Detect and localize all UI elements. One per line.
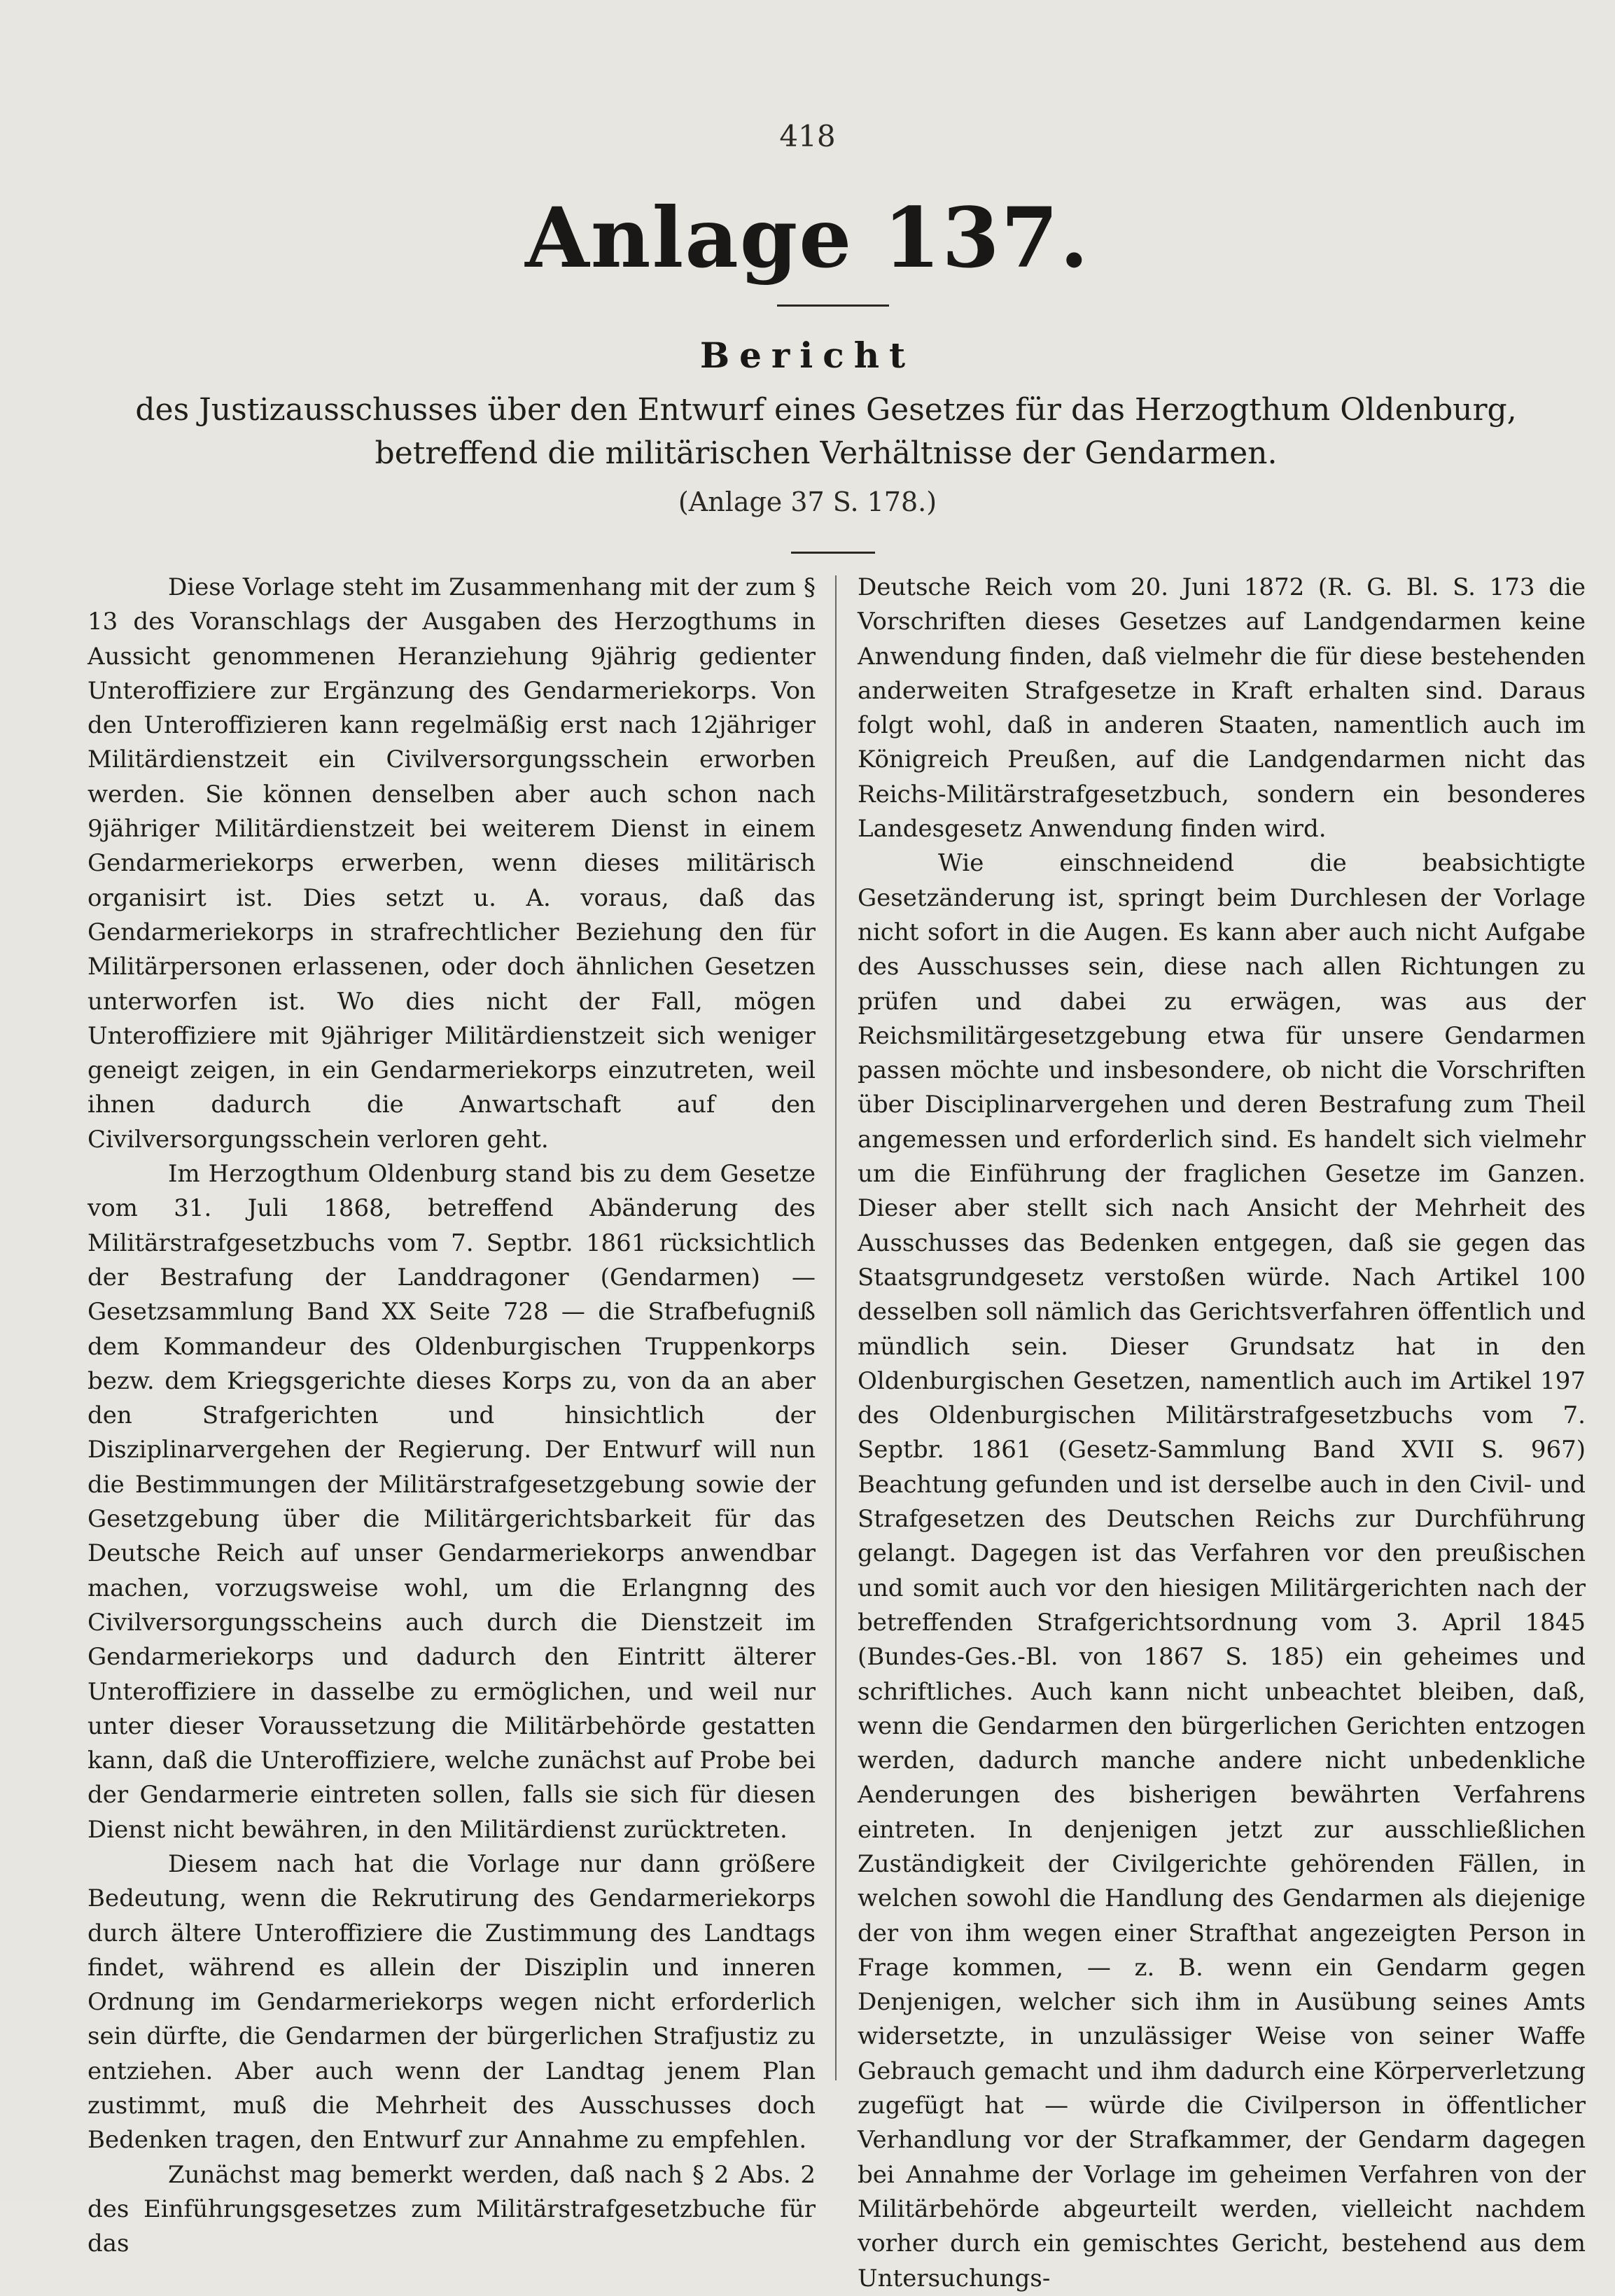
annex-title: Anlage 137.	[525, 189, 1090, 286]
report-heading: Bericht	[699, 335, 916, 376]
paragraph: Deutsche Reich vom 20. Juni 1872 (R. G. Bl. S. 173 die Vorschriften dieses Gesetzes auf Landgendarmen keine Anwendung finden, daß vielmehr die für diese bestehenden anderweiten Strafgesetze in Kraft erhalten sind. Daraus folgt wohl, daß in anderen Staaten, namentlich auch im Königreich Preußen, auf die Landgendarmen nicht das Reichs-Militärstrafgesetzbuch, sondern ein besonderes Landesgesetz Anwendung finden wird.	[858, 573, 1586, 844]
title-divider	[777, 304, 889, 307]
page-number: 418	[779, 119, 836, 153]
left-column	[88, 570, 816, 2262]
paragraph: Diese Vorlage steht im Zusammenhang mit der zum § 13 des Voranschlags der Ausgaben des Herzogthums in Aussicht genommenen Heranziehung 9jährig gedienter Unteroffiziere zur Ergänzung des Gendarmeriekorps. Von den Unteroffizieren kann regelmäßig erst nach 12jähriger Militärdienstzeit ein Civilversorgungsschein erworben werden. Sie können denselben aber auch schon nach 9jähriger Militärdienstzeit bei weiterem Dienst in einem Gendarmeriekorps erwerben, wenn dieses militärisch organisirt ist. Dies setzt u. A. voraus, daß das Gendarmeriekorps in strafrechtlicher Beziehung den für Militärpersonen erlassenen, oder doch ähnlichen Gesetzen unterworfen ist. Wo dies nicht der Fall, mögen Unteroffiziere mit 9jähriger Militärdienstzeit sich weniger geneigt zeigen, in ein Gendarmeriekorps einzutreten, weil ihnen dadurch die Anwartschaft auf den Civilversorgungsschein verloren geht.	[88, 573, 816, 1154]
paragraph: Im Herzogthum Oldenburg stand bis zu dem Gesetze vom 31. Juli 1868, betreffend Abänderung des Militärstrafgesetzbuchs vom 7. Septbr. 1861 rücksichtlich der Bestrafung der Landdragoner (Gendarmen) — Gesetzsammlung Band XX Seite 728 — die Strafbefugniß dem Kommandeur des Oldenburgischen Truppenkorps bezw. dem Kriegsgerichte dieses Korps zu, von da an aber den Strafgerichten und hinsichtlich der Disziplinarvergehen der Regierung. Der Entwurf will nun die Bestimmungen der Militärstrafgesetzgebung sowie der Gesetzgebung über die Militärgerichtsbarkeit für das Deutsche Reich auf unser Gendarmeriekorps anwendbar machen, vorzugsweise wohl, um die Erlangnng des Civilversorgungsscheins auch durch die Dienstzeit im Gendarmeriekorps und dadurch den Eintritt älterer Unteroffiziere in dasselbe zu ermöglichen, und weil nur unter dieser Voraussetzung die Militärbehörde gestatten kann, daß die Unteroffiziere, welche zunächst auf Probe bei der Gendarmerie eintreten sollen, falls sie sich für diesen Dienst nicht bewähren, in den Militärdienst zurücktreten.	[88, 1160, 816, 1844]
heading-divider	[791, 552, 875, 554]
report-subtitle: des Justizausschusses über den Entwurf eines Gesetzes für das Herzogthum Oldenburg, betreffend die militärischen Verhältnisse der Gendarmen.	[135, 392, 1517, 471]
right-column	[858, 570, 1586, 2296]
paragraph: Zunächst mag bemerkt werden, daß nach § 2 Abs. 2 des Einführungsgesetzes zum Militärstrafgesetzbuche für das	[88, 2160, 816, 2258]
paragraph: Wie einschneidend die beabsichtigte Gesetzänderung ist, springt beim Durchlesen der Vorlage nicht sofort in die Augen. Es kann aber auch nicht Aufgabe des Ausschusses sein, diese nach allen Richtungen zu prüfen und dabei zu erwägen, was aus der Reichsmilitärgesetzgebung etwa für unsere Gendarmen passen möchte und insbesondere, ob nicht die Vorschriften über Disciplinarvergehen und deren Bestrafung zum Theil angemessen und erforderlich sind. Es handelt sich vielmehr um die Einführung der fraglichen Gesetze im Ganzen. Dieser aber stellt sich nach Ansicht der Mehrheit des Ausschusses das Bedenken entgegen, daß sie gegen das Staatsgrundgesetz verstoßen würde. Nach Artikel 100 desselben soll nämlich das Gerichtsverfahren öffentlich und mündlich sein. Dieser Grundsatz hat in den Oldenburgischen Gesetzen, namentlich auch im Artikel 197 des Oldenburgischen Militärstrafgesetzbuchs vom 7. Septbr. 1861 (Gesetz-Sammlung Band XVII S. 967) Beachtung gefunden und ist derselbe auch in den Civil- und Strafgesetzen des Deutschen Reichs zur Durchführung gelangt. Dagegen ist das Verfahren vor den preußischen und somit auch vor den hiesigen Militärgerichten nach der betreffenden Strafgerichtsordnung vom 3. April 1845 (Bundes-Ges.-Bl. von 1867 S. 185) ein geheimes und schriftliches. Auch kann nicht unbeachtet bleiben, daß, wenn die Gendarmen den bürgerlichen Gerichten entzogen werden, dadurch manche andere nicht unbedenkliche Aenderungen des bisherigen bewährten Verfahrens eintreten. In denjenigen jetzt zur ausschließlichen Zuständigkeit der Civilgerichte gehörenden Fällen, in welchen sowohl die Handlung des Gendarmen als diejenige der von ihm wegen einer Strafthat angezeigten Person in Frage kommen, — z. B. wenn ein Gendarm gegen Denjenigen, welcher sich ihm in Ausübung seines Amts widersetzte, in unzulässiger Weise von seiner Waffe Gebrauch gemacht und ihm dadurch eine Körperverletzung zugefügt hat — würde die Civilperson in öffentlicher Verhandlung vor der Strafkammer, der Gendarm dagegen bei Annahme der Vorlage im geheimen Verfahren von der Militärbehörde abgeurteilt werden, vielleicht nachdem vorher durch ein gemischtes Gericht, bestehend aus dem Untersuchungs-	[858, 849, 1586, 2292]
paragraph: Diesem nach hat die Vorlage nur dann größere Bedeutung, wenn die Rekrutirung des Gendarmeriekorps durch ältere Unteroffiziere die Zustimmung des Landtags findet, während es allein der Disziplin und inneren Ordnung im Gendarmeriekorps wegen nicht erforderlich sein dürfte, die Gendarmen der bürgerlichen Strafjustiz zu entziehen. Aber auch wenn der Landtag jenem Plan zustimmt, muß die Mehrheit des Ausschusses doch Bedenken tragen, den Entwurf zur Annahme zu empfehlen.	[88, 1849, 816, 2155]
column-divider	[835, 575, 837, 2080]
report-reference: (Anlage 37 S. 178.)	[678, 486, 937, 517]
